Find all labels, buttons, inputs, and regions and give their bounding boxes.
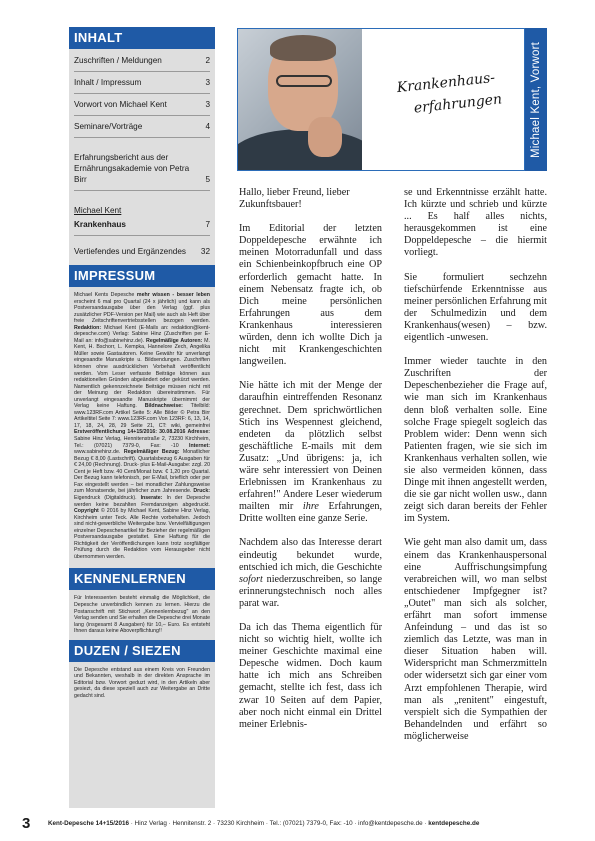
toc-item: Zuschriften / Meldungen 2: [74, 56, 210, 65]
paragraph: Im Editorial der letzten Doppeldepesche erwähnte ich meinen Motorradunfall und dass ein Schienbeinkopfbruch eine OP erforderlich gemacht hatte. In einem Nebensatz fragte ich, ob Dich meine persönlichen Erfahrungen aus dem Krankenhaus interessieren würden, denn ich wollte Dich ja nicht mit Krankengeschichten langweilen.: [239, 223, 382, 368]
article-column-2: [404, 187, 547, 755]
toc-item: Erfahrungsbericht aus der Ernährungsakademie von Petra Birr 5: [74, 153, 210, 184]
toc-author: Michael Kent: [74, 206, 122, 215]
toc-item: Vorwort von Michael Kent 3: [74, 100, 210, 109]
toc-item: Inhalt / Impressum 3: [74, 78, 210, 87]
toc-divider: [74, 93, 210, 94]
inhalt-heading: INHALT: [69, 27, 215, 49]
paragraph: Sie formuliert sechzehn tiefschürfende Erkenntnisse aus meiner persönlichen Erfahrung mit der Schulmedizin und dem Krankenhaus(wesen) – bzw. eigentlich -unwesen.: [404, 271, 547, 344]
footer-line: Kent-Depesche 14+15/2016 · Hinz Verlag · Hennitenstr. 2 · 73230 Kirchheim · Tel.: (07021) 7379-0, Fax: -10 · info@kentdepesche.de · kentdepesche.de: [48, 819, 480, 827]
paragraph: Immer wieder tauchte in den Zuschriften der Depeschenbezieher die Frage auf, wie man sich im Krankenhaus denn bloß verhalten solle. Eine solche Frage spiegelt sogleich das Problem wider: Denn wenn sich Patienten fragen, wie sie sich im Krankenhaus verhalten sollen, wie sie also vermeiden können, dass Dinge mit ihnen angestellt werden, die sie gar nicht wollen usw., dann zeigt sich daran bereits der Fehler im System.: [404, 356, 547, 525]
table-of-contents: [69, 49, 215, 257]
toc-featured-title: Krankenhaus: [74, 220, 126, 229]
paragraph: Wie geht man also damit um, dass einem das Krankenhauspersonal eine Auffrischungsimpfung verabreichen will, wo man selbst entschiedener Impfgegner ist? „Outet" man sich als solcher, erfährt man sofort immense Anfeindung – und das ist so ziemlich das Letzte, was man in dieser Situation haben will. Widerspricht man Schmerzmitteln oder widersetzt sich gar einer vom Arzt empfohlenen Therapie, wird man als „renitent" eingestuft, verspielt sich die Sympathien der Behandelnden und erfährt so möglicherweise: [404, 537, 547, 742]
section-title-bar: [525, 28, 547, 171]
paragraph: Da ich das Thema eigentlich für nicht so wichtig hielt, wollte ich meiner Geschichte maximal eine Depesche widmen. Doch kaum hatte ich mich ans Schreiben gemacht, stellte ich fest, dass ich zwar 10 Seiten auf dem Papier, aber noch nicht einmal ein Drittel meiner Erlebnis-: [239, 622, 382, 730]
toc-divider: [74, 235, 210, 236]
article-column-1: [239, 187, 382, 743]
toc-item: Vertiefendes und Ergänzendes 32: [74, 247, 210, 256]
impressum-text: Michael Kents Depesche mehr wissen - besser leben erscheint 6 mal pro Quartal (24 x jährlich) und kann als Postversandausgabe über den Verlag (ggf. plus zusätzlicher PDF-Version per Mail) wie auch als Heft über freie Zeitschriftenvertriebsstellen bezogen werden. Redaktion: Michael Kent (E-Mails an: redaktion@kent-depesche.com) Verlag: Sabine Hinz (Zuschriften per E-Mail an: info@sabinehinz.de). Regelmäßige Autoren: M. Kent, H. Bschorr, L. Kempka, Hannelore Zech, Angelika Müller sowie Gastautoren. Keine Gewähr für unverlangt eingesandte Manuskripte u. Bildsendungen. Zuschriften können ohne ausdrücklichen Vorbehalt veröffentlicht werden. Vom Leser verfasste Beiträge können aus redaktionellen Gründen abgeändert oder gekürzt werden. Namentlich gekennzeichnete Beiträge müssen nicht mit der Meinung der Redaktion übereinstimmen. Für unverlangt eingesandte Manuskripte übernimmt der Verlag keine Haftung. Bildnachweise: Titelbild: www.123RF.com Artikel Seite 5: Alle Bilder © Petra Birr Artikeltitel Seite 7: www.123RF.com Von 123RF: 6, 13, 14, 17, 18, 24, 28, 29 Seite 21, CT: wiki, gemeinfrei Erstveröffentlichung 14+15/2016: 30.08.2016 Adresse: Sabine Hinz Verlag, Hennitenstraße 2, 73230 Kirchheim, Tel.: (07021) 7379-0, Fax: -10 Internet: www.sabinehinz.de. Regelmäßiger Bezug: Monatlicher Bezug € 8,00 (Lastschrift). Quartalsbezug 6 Ausgaben für € 24,00 (Rechnung). Druck- plus E-Mail-Ausgabe: zzgl. 20 Cent je Heft bzw. 40 Cent/Monat bzw. € 1,20 pro Quartal. Der Bezug kann telefonisch, per E-Mail, brieflich oder per Fax eingestellt werden – bei monatlicher Zahlungsweise zum Monatsende, bei jährlicher zum Jahresende. Druck: Eigendruck (Digitaldruck). Inserate: In der Depesche werden keine bezahlten Fremdanzeigen abgedruckt. Copyright © 2016 by Michael Kent, Sabine Hinz Verlag, Kirchheim unter Teck. Alle Rechte vorbehalten. Jedoch sind nicht-gewerbliche Weitergabe bzw. Vervielfältigungen einzelner Depeschenartikel für Bezieher der regelmäßigen Postversandausgabe gestattet. Eine Haftung für die Richtigkeit der Veröffentlichungen kann trotz sorgfältiger Prüfung durch die Redaktion vom Herausgeber nicht übernommen werden.: [74, 292, 211, 560]
toc-divider: [74, 137, 210, 138]
duzen-siezen-heading: DUZEN / SIEZEN: [69, 640, 215, 662]
author-photo: [238, 29, 362, 170]
paragraph: Hallo, lieber Freund, lieber Zukunftsbauer!: [239, 187, 350, 211]
header-image: [237, 28, 525, 171]
toc-item: Seminare/Vorträge 4: [74, 122, 210, 131]
page-number: 3: [22, 814, 31, 832]
toc-divider: [74, 71, 210, 72]
kennenlernen-heading: KENNENLERNEN: [69, 568, 215, 590]
toc-divider: [74, 190, 210, 191]
paragraph: se und Erkenntnisse erzählt hatte. Ich kürzte und schrieb und kürzte ... Es half alles nichts, herausgekommen ist eine Doppeldepesche – die hiermit vorliegt.: [404, 187, 547, 259]
kennenlernen-text: Für Interessenten besteht einmalig die Möglichkeit, die Depesche unverbindlich kennen zu lernen. Hierzu die Postanschrift mit Stichwort „Kennenlernbezug" an den Verlag senden und Sie erhalten die Depesche drei Monate lang (insgesamt 8 Ausgaben) für 10,– Euro. Es entsteht Ihnen daraus keine Aboverpflichtung!!: [74, 595, 211, 635]
impressum-heading: IMPRESSUM: [69, 265, 215, 287]
section-title: Michael Kent, Vorwort: [530, 41, 542, 158]
paragraph: Nie hätte ich mit der Menge der daraufhin eintreffenden Resonanz gerechnet. Dem sprichwörtlichen Stich ins Wespennest gleichend, endeten da plötzlich selbst geschäftliche E-mails mit dem Zusatz: „Und übrigens: ja, ich wäre sehr interessiert von Deinen Erlebnissen im Krankenhaus zu erfahren!" Andere Leser wiederum mailten mir ihre Erfahrungen, Dritte wollten eine ganze Serie.: [239, 380, 382, 525]
toc-item-featured: Michael Kent Krankenhaus 7: [74, 206, 210, 229]
toc-divider: [74, 115, 210, 116]
header-script-title: Krankenhaus- erfahrungen: [396, 69, 503, 117]
sidebar: [69, 27, 215, 808]
page-footer: [20, 816, 580, 830]
paragraph: Nachdem also das Interesse derart eindeutig bekundet wurde, entschied ich mich, die Geschichte sofort niederzuschreiben, so lange erinnerungstechnisch noch alles parat war.: [239, 537, 382, 609]
duzen-siezen-text: Die Depesche entstand aus einem Kreis von Freunden und Bekannten, weshalb in der direkten Ansprache im Editorial bzw. Vorwort geduzt wird, in den Artikeln aber gesiezt, da diese speziell auch zur Weitergabe an Dritte gedacht sind.: [74, 666, 210, 699]
